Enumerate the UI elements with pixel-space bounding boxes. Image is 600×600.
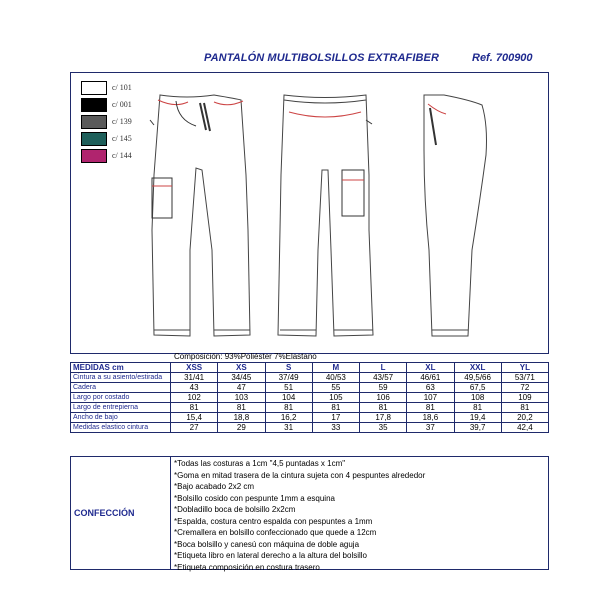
measurement-value: 39,7: [454, 423, 501, 433]
measurement-value: 17,8: [360, 413, 407, 423]
list-item: *Todas las costuras a 1cm "4,5 puntadas x 1cm": [174, 459, 346, 468]
measurement-value: 72: [501, 383, 548, 393]
confeccion-heading: CONFECCIÓN: [74, 508, 135, 518]
size-header: XS: [218, 363, 265, 373]
measurement-value: 33: [312, 423, 359, 433]
measurement-value: 17: [312, 413, 359, 423]
list-item: *Dobladillo boca de bolsillo 2x2cm: [174, 505, 296, 514]
measurement-value: 16,2: [265, 413, 312, 423]
measurement-value: 104: [265, 393, 312, 403]
confeccion-divider: [170, 456, 171, 570]
measurement-value: 107: [407, 393, 454, 403]
table-row: [71, 413, 549, 423]
pants-side-view: [424, 95, 487, 336]
measurement-label: Cintura a su asiento/estirada: [71, 373, 171, 383]
measurement-value: 63: [407, 383, 454, 393]
list-item: *Boca bolsillo y canesú con máquina de doble aguja: [174, 539, 360, 549]
list-item: *Cremallera en bolsillo confeccionado que quede a 12cm: [174, 528, 377, 537]
color-swatch-label: c/ 001: [112, 100, 132, 109]
measurement-value: 31/41: [171, 373, 218, 383]
size-header: YL: [501, 363, 548, 373]
measurement-value: 20,2: [501, 413, 548, 423]
size-header: L: [360, 363, 407, 373]
size-measurements-table: [70, 362, 549, 433]
size-header-row: [71, 363, 549, 373]
measurement-value: 49,5/66: [454, 373, 501, 383]
list-item: *Etiqueta composición en costura trasero: [174, 562, 320, 572]
table-row: [71, 383, 549, 393]
measurement-value: 19,4: [454, 413, 501, 423]
size-header: XSS: [171, 363, 218, 373]
reference-code: Ref. 700900: [472, 52, 533, 64]
color-swatch-label: c/ 101: [112, 83, 132, 92]
measurement-value: 18,6: [407, 413, 454, 423]
table-row: [71, 393, 549, 403]
list-item: *Goma en mitad trasera de la cintura sujeta con 4 pespuntes alrededor: [174, 470, 426, 480]
measurement-value: 40/53: [312, 373, 359, 383]
composition-text: Composición: 93%Poliéster 7%Elastano: [174, 352, 317, 361]
measurement-value: 27: [171, 423, 218, 433]
measurement-value: 102: [171, 393, 218, 403]
measurement-value: 81: [454, 403, 501, 413]
measurement-value: 34/45: [218, 373, 265, 383]
measurement-value: 106: [360, 393, 407, 403]
measurement-value: 42,4: [501, 423, 548, 433]
measurement-value: 81: [360, 403, 407, 413]
measurement-label: Largo de entrepierna: [71, 403, 171, 413]
table-row: [71, 423, 549, 433]
table-row: [71, 373, 549, 383]
size-header: XXL: [454, 363, 501, 373]
measurement-value: 81: [501, 403, 548, 413]
color-swatch-label: c/ 139: [112, 117, 132, 126]
size-header: M: [312, 363, 359, 373]
size-header: S: [265, 363, 312, 373]
measurement-value: 43: [171, 383, 218, 393]
table-row: [71, 403, 549, 413]
measurement-value: 67,5: [454, 383, 501, 393]
measurement-value: 103: [218, 393, 265, 403]
measurement-value: 37/49: [265, 373, 312, 383]
measurement-value: 51: [265, 383, 312, 393]
measurement-value: 37: [407, 423, 454, 433]
measurement-value: 59: [360, 383, 407, 393]
measurement-value: 31: [265, 423, 312, 433]
measurement-label: Cadera: [71, 383, 171, 393]
measurement-value: 35: [360, 423, 407, 433]
color-swatch-label: c/ 145: [112, 134, 132, 143]
pants-back-view: [278, 95, 373, 336]
measurements-header: MEDIDAS cm: [71, 363, 171, 373]
measurement-value: 55: [312, 383, 359, 393]
measurement-value: 29: [218, 423, 265, 433]
measurement-value: 81: [312, 403, 359, 413]
measurement-label: Medidas elastico cintura: [71, 423, 171, 433]
document-title: PANTALÓN MULTIBOLSILLOS EXTRAFIBER: [204, 52, 439, 64]
measurement-value: 81: [171, 403, 218, 413]
measurement-value: 109: [501, 393, 548, 403]
pants-front-view: [150, 95, 250, 336]
list-item: *Espalda, costura centro espalda con pespuntes a 1mm: [174, 516, 373, 526]
measurement-value: 46/61: [407, 373, 454, 383]
measurement-value: 108: [454, 393, 501, 403]
confeccion-instructions: [174, 458, 544, 573]
measurement-value: 81: [265, 403, 312, 413]
size-header: XL: [407, 363, 454, 373]
list-item: *Etiqueta libro en lateral derecho a la altura del bolsillo: [174, 551, 368, 560]
color-swatch-label: c/ 144: [112, 151, 132, 160]
measurement-value: 18,8: [218, 413, 265, 423]
list-item: *Bolsillo cosido con pespunte 1mm a esquina: [174, 493, 335, 503]
measurement-value: 105: [312, 393, 359, 403]
measurement-value: 81: [218, 403, 265, 413]
measurement-value: 53/71: [501, 373, 548, 383]
measurement-value: 47: [218, 383, 265, 393]
measurement-value: 81: [407, 403, 454, 413]
measurement-value: 43/57: [360, 373, 407, 383]
measurement-value: 15,4: [171, 413, 218, 423]
measurement-label: Largo por costado: [71, 393, 171, 403]
measurement-label: Ancho de bajo: [71, 413, 171, 423]
list-item: *Bajo acabado 2x2 cm: [174, 482, 255, 491]
